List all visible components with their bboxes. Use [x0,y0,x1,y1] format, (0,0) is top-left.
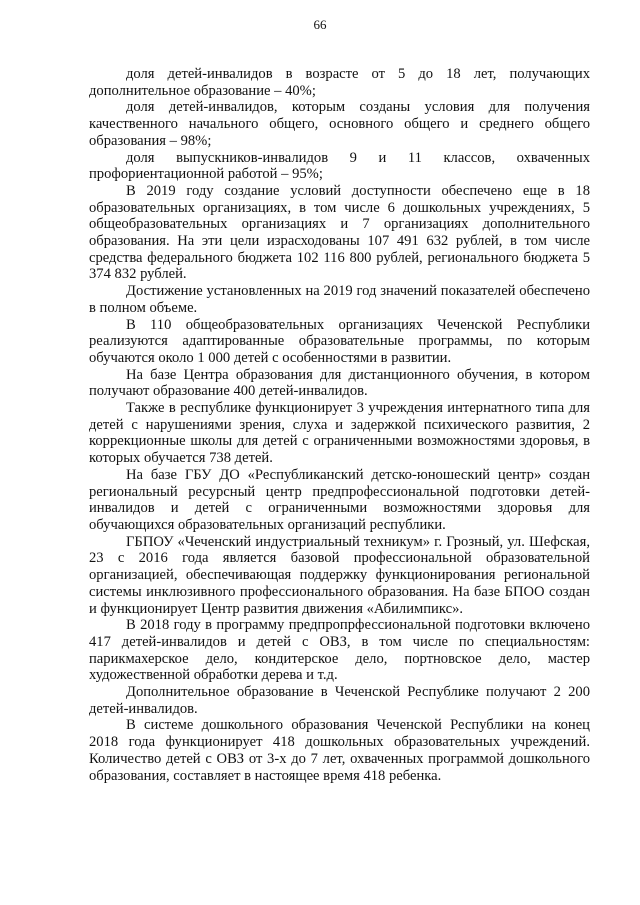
paragraph-dop-education-share: доля детей-инвалидов в возрасте от 5 до 18 лет, получающих дополнительное образование – 40%; [89,66,590,99]
paragraph-industrial-college: ГБПОУ «Чеченский индустриальный техникум» г. Грозный, ул. Шефская, 23 с 2016 года является базовой профессиональной образовательной организацией, обеспечивающая поддержку функционирования региональной системы инклюзивного профессионального образования. На базе БПОО создан и функционирует Центр развития движения «Абилимпикс». [89,533,590,617]
paragraph-preprofessional-2018: В 2018 году в программу предпропрфессиональной подготовки включено 417 детей-инвалидов и детей с ОВЗ, в том числе по специальностям: парикмахерское дело, кондитерское дело, портновское дело, мастер художественной обработки дерева и т.д. [89,617,590,684]
paragraph-resource-center: На базе ГБУ ДО «Республиканский детско-юношеский центр» создан региональный ресурсный центр предпрофессиональной подготовки детей-инвалидов и детей с ограниченными возможностями здоровья для обучающихся образовательных организаций республики. [89,466,590,533]
paragraph-additional-education: Дополнительное образование в Чеченской Республике получают 2 200 детей-инвалидов. [89,684,590,717]
page-number: 66 [313,17,327,32]
paragraph-adapted-programs: В 110 общеобразовательных организациях Чеченской Республики реализуются адаптированные образовательные программы, по которым обучаются около 1 000 детей с особенностями в развитии. [89,316,590,366]
paragraph-graduates-share: доля выпускников-инвалидов 9 и 11 классов, охваченных профориентационной работой – 95%; [89,149,590,183]
paragraph-distance-learning: На базе Центра образования для дистанционного обучения, в котором получают образование 400 детей-инвалидов. [89,366,590,400]
paragraph-boarding-schools: Также в республике функционирует 3 учреждения интернатного типа для детей с нарушениями зрения, слуха и задержкой психического развития, 2 коррекционные школы для детей с ограниченными возможностями здоровья, в которых обучается 738 детей. [89,400,590,467]
paragraph-targets-achieved: Достижение установленных на 2019 год значений показателей обеспечено в полном объеме. [89,283,590,316]
paragraph-accessibility-2019: В 2019 году создание условий доступности обеспечено еще в 18 образовательных организациях, в том числе 6 дошкольных учреждениях, 5 общеобразовательных организациях и 7 организациях дополнительного образования. На эти цели израсходованы 107 491 632 рублей, в том числе средства федерального бюджета 102 116 800 рублей, регионального бюджета 5 374 832 рублей. [89,182,590,283]
paragraph-conditions-share: доля детей-инвалидов, которым созданы условия для получения качественного начального общего, основного общего и среднего общего образования – 98%; [89,99,590,149]
document-body [89,66,590,784]
paragraph-preschool-system: В системе дошкольного образования Чеченской Республики на конец 2018 года функционирует 418 дошкольных образовательных учреждений. Количество детей с ОВЗ от 3-х до 7 лет, охваченных программой дошкольного образования, составляет в настоящее время 418 ребенка. [89,717,590,784]
